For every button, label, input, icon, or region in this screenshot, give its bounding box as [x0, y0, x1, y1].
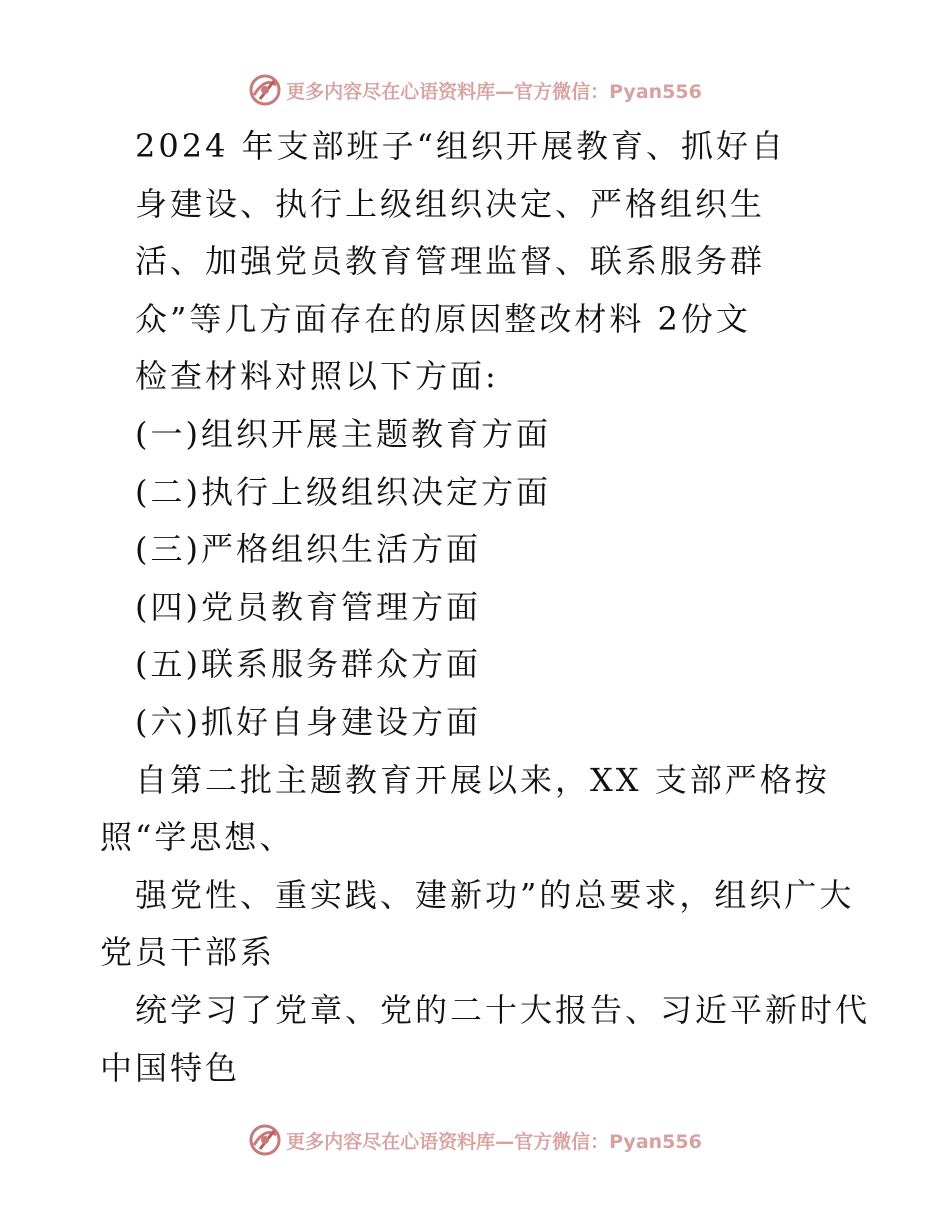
aspect-item: (五)联系服务群众方面: [135, 645, 481, 684]
aspect-item: (二)执行上级组织决定方面: [135, 472, 551, 511]
watermark-text: 更多内容尽在心语资料库—官方微信：Pyan556: [286, 1130, 702, 1153]
title-line: 活、加强党员教育管理监督、联系服务群: [135, 242, 766, 281]
body-line: 照“学思想、: [100, 818, 295, 857]
title-line: 2024 年支部班子“组织开展教育、抓好自: [135, 127, 786, 165]
sun-logo-icon: [248, 1123, 282, 1157]
document-body: [0, 118, 950, 1097]
watermark-banner-bottom: [0, 1120, 950, 1160]
body-line: 党员干部系: [100, 933, 276, 972]
watermark-group: [248, 1123, 702, 1157]
body-line: 中国特色: [100, 1048, 241, 1087]
sun-logo-icon: [248, 73, 282, 107]
watermark-banner-top: [0, 70, 950, 110]
intro-line: 检查材料对照以下方面:: [135, 357, 499, 396]
aspect-item: (六)抓好自身建设方面: [135, 702, 481, 741]
aspect-item: (一)组织开展主题教育方面: [135, 414, 551, 453]
aspect-item: (四)党员教育管理方面: [135, 587, 481, 626]
aspect-item: (三)严格组织生活方面: [135, 530, 481, 569]
watermark-text: 更多内容尽在心语资料库—官方微信：Pyan556: [286, 80, 702, 103]
body-line: 强党性、重实践、建新功”的总要求，组织广大: [135, 875, 855, 914]
title-line: 众”等几方面存在的原因整改材料 2份文: [135, 299, 751, 338]
body-line: 自第二批主题教育开展以来，XX 支部严格按: [135, 760, 830, 799]
watermark-group: [248, 73, 702, 107]
body-line: 统学习了党章、党的二十大报告、习近平新时代: [135, 990, 871, 1029]
title-line: 身建设、执行上级组织决定、严格组织生: [135, 184, 766, 223]
